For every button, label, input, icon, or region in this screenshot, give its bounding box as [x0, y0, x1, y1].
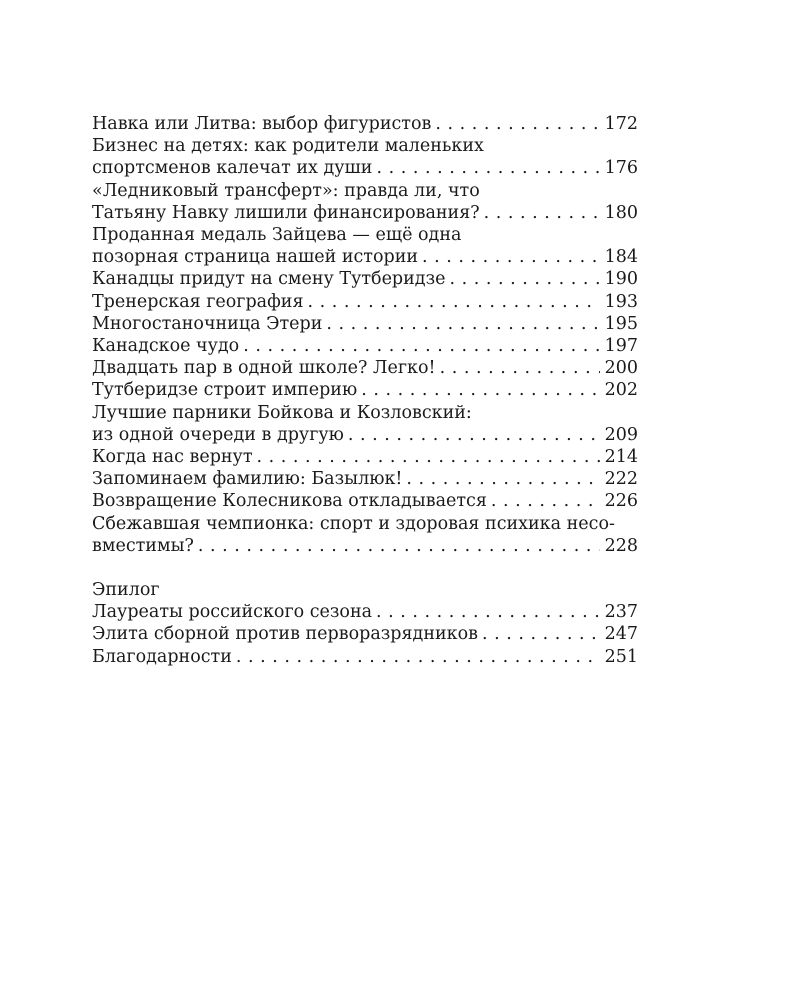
toc-entry-title-line: Возвращение Колесникова откладывается: [92, 491, 487, 512]
toc-entry-last-line: [92, 291, 638, 313]
toc-entry-last-line: [92, 202, 638, 224]
toc-entry[interactable]: [92, 357, 638, 379]
toc-page-number: 251: [604, 646, 638, 667]
toc-entry-title-line: «Ледниковый трансферт»: правда ли, что: [92, 180, 480, 201]
toc-entry-title-line: Многостаночница Этери: [92, 313, 323, 334]
toc-entry-title-line: Канадцы придут на смену Тутберидзе: [92, 269, 446, 290]
dot-leader: [435, 113, 600, 135]
toc-entry-last-line: [92, 313, 638, 335]
dot-leader: [198, 535, 600, 557]
dot-leader: [376, 601, 600, 623]
dot-leader: [361, 379, 600, 401]
dot-leader: [440, 357, 600, 379]
dot-leader: [348, 424, 600, 446]
toc-page-number: 180: [604, 202, 638, 223]
dot-leader: [376, 157, 600, 179]
toc-entry-title-line: Бизнес на детях: как родители маленьких: [92, 136, 484, 157]
toc-page-number: 197: [604, 336, 638, 357]
toc-entry[interactable]: [92, 291, 638, 313]
dot-leader: [491, 490, 600, 512]
toc-page-number: 209: [604, 424, 638, 445]
toc-entry[interactable]: [92, 402, 638, 446]
toc-page-number: 190: [604, 269, 638, 290]
toc-entry[interactable]: [92, 623, 638, 645]
toc-page-number: 193: [604, 291, 638, 312]
toc-page-number: 226: [604, 491, 638, 512]
toc-entry[interactable]: [92, 490, 638, 512]
toc-entry-title-line: Лучшие парники Бойкова и Козловский:: [92, 402, 472, 423]
dot-leader: [482, 623, 600, 645]
toc-entry-title-line: позорная страница нашей истории: [92, 247, 419, 268]
section-gap: [92, 557, 638, 579]
toc-entry-last-line: [92, 490, 638, 512]
toc-entry-last-line: [92, 379, 638, 401]
toc-page-number: 172: [604, 114, 638, 134]
toc-entry[interactable]: [92, 335, 638, 357]
toc-entry-title-line: из одной очереди в другую: [92, 424, 344, 445]
toc-entry-title-line: Двадцать пар в одной школе? Легко!: [92, 358, 436, 379]
dot-leader: [326, 313, 600, 335]
toc-page-number: 222: [604, 469, 638, 490]
toc-entry-last-line: [92, 335, 638, 357]
toc-entry-title-line: Элита сборной против перворазрядников: [92, 624, 478, 645]
toc-page-number: 200: [604, 358, 638, 379]
toc-entry-title-line: Канадское чудо: [92, 336, 240, 357]
toc-entry[interactable]: [92, 113, 638, 135]
toc-entry-title-line: Лауреаты российского сезона: [92, 602, 373, 623]
toc-entry-title-line: Когда нас вернут: [92, 447, 253, 468]
toc-page-number: 195: [604, 313, 638, 334]
toc-entry[interactable]: [92, 379, 638, 401]
dot-leader: [449, 268, 600, 290]
dot-leader: [236, 646, 600, 668]
toc-entry-last-line: [92, 268, 638, 290]
toc-page-number: 184: [604, 247, 638, 268]
toc-entry-last-line: [92, 424, 638, 446]
toc-entry[interactable]: [92, 180, 638, 224]
toc-page-number: 228: [604, 535, 638, 556]
toc-entry[interactable]: [92, 513, 638, 557]
toc-entry-last-line: [92, 246, 638, 268]
toc-entry-title-line: вместимы?: [92, 535, 194, 556]
toc-entry[interactable]: [92, 468, 638, 490]
toc-entry-last-line: [92, 113, 638, 135]
dot-leader: [308, 291, 601, 313]
toc-entry[interactable]: [92, 224, 638, 268]
toc-entry-title-line: Навка или Литва: выбор фигуристов: [92, 114, 432, 134]
toc-entry-last-line: [92, 646, 638, 668]
toc-page-number: 237: [604, 602, 638, 623]
toc-entry[interactable]: [92, 313, 638, 335]
toc-main-entries: [92, 113, 638, 557]
toc-page-number: 176: [604, 158, 638, 179]
toc-entry-last-line: [92, 601, 638, 623]
toc-page-number: 214: [604, 447, 638, 468]
toc-entry-last-line: [92, 446, 638, 468]
toc-entry-title-line: Татьяну Навку лишили финансирования?: [92, 202, 480, 223]
toc-entry-last-line: [92, 535, 638, 557]
dot-leader: [406, 468, 600, 490]
toc-epilogue-entries: [92, 601, 638, 668]
toc-entry-title-line: Тренерская география: [92, 291, 304, 312]
epilogue-heading-text: Эпилог: [92, 580, 160, 601]
dot-leader: [257, 446, 600, 468]
toc-entry-title-line: Запоминаем фамилию: Базылюк!: [92, 469, 403, 490]
toc-page-number: 247: [604, 624, 638, 645]
table-of-contents: [92, 113, 638, 668]
epilogue-heading: [92, 579, 638, 601]
toc-entry[interactable]: [92, 646, 638, 668]
toc-entry-last-line: [92, 357, 638, 379]
toc-entry[interactable]: [92, 601, 638, 623]
dot-leader: [243, 335, 600, 357]
toc-entry-title-line: спортсменов калечат их души: [92, 158, 373, 179]
toc-entry-last-line: [92, 157, 638, 179]
toc-entry-title-line: Сбежавшая чемпионка: спорт и здоровая психика несо-: [92, 513, 615, 534]
toc-entry-last-line: [92, 623, 638, 645]
dot-leader: [422, 246, 600, 268]
toc-entry[interactable]: [92, 135, 638, 179]
toc-entry-last-line: [92, 468, 638, 490]
dot-leader: [484, 202, 600, 224]
toc-page-number: 202: [604, 380, 638, 401]
toc-entry-title-line: Благодарности: [92, 646, 232, 667]
toc-entry-title-line: Проданная медаль Зайцева — ещё одна: [92, 225, 462, 246]
toc-entry[interactable]: [92, 446, 638, 468]
toc-entry-title-line: Тутберидзе строит империю: [92, 380, 358, 401]
toc-entry[interactable]: [92, 268, 638, 290]
